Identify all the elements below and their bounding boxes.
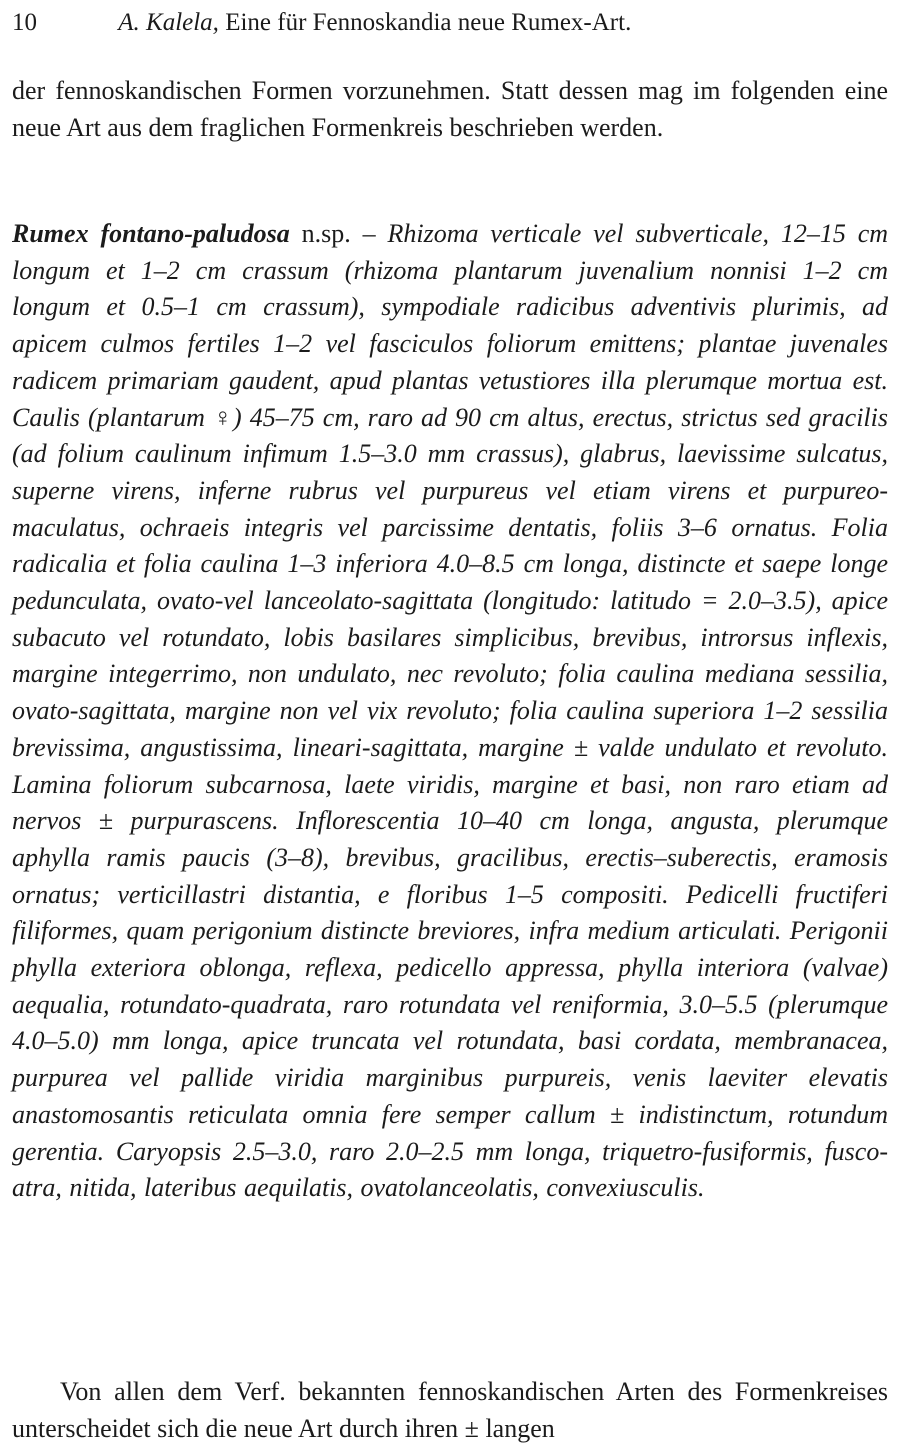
- continuation-paragraph: Von allen dem Verf. bekannten fennoskandischen Arten des Formenkreises unterscheidet sich die neue Art durch ihren ± langen: [12, 1377, 888, 1443]
- intro-paragraph: der fennoskandischen Formen vorzunehmen. Statt dessen mag im folgenden eine neue Art aus dem fraglichen Formenkreis beschrieben werden.: [12, 76, 888, 142]
- new-species-designation: n.sp. –: [301, 219, 376, 248]
- description-text: Rhizoma verticale vel subverticale, 12–15 cm longum et 1–2 cm crassum (rhizoma plantarum juvenalium nonnisi 1–2 cm longum et 0.5–1 cm crassum), sympodiale radicibus adventivis plurimis, ad apicem culmos fertiles 1–2 vel fasciculos foliorum emittens; plantae juvenales radicem primariam gaudent, apud plantas vetustiores illa plerumque mortua est. Caulis (plantarum ♀) 45–75 cm, raro ad 90 cm altus, erectus, strictus sed gracilis (ad folium caulinum infimum 1.5–3.0 mm crassus), glabrus, laevissime sulcatus, superne virens, inferne rubrus vel purpureus vel etiam virens et purpureo-maculatus, ochraeis integris vel parcissime dentatis, foliis 3–6 ornatus. Folia radicalia et folia caulina 1–3 inferiora 4.0–8.5 cm longa, distincte et saepe longe pedunculata, ovato-vel lanceolato-sagittata (longitudo: latitudo = 2.0–3.5), apice subacuto vel rotundato, lobis basilares simplicibus, brevibus, introrsus inflexis, margine integerrimo, non undulato, nec revoluto; folia caulina mediana sessilia, ovato-sagittata, margine non vel vix revoluto; folia caulina superiora 1–2 sessilia brevissima, angustissima, lineari-sagittata, margine ± valde undulato et revoluto. Lamina foliorum subcarnosa, laete viridis, margine et basi, non raro etiam ad nervos ± purpurascens. Inflorescentia 10–40 cm longa, angusta, plerumque aphylla ramis paucis (3–8), brevibus, gracilibus, erectis–suberectis, eramosis ornatus; verticillastri distantia, e floribus 1–5 compositi. Pedicelli fructiferi filiformes, quam perigonium distincte breviores, infra medium articulati. Perigonii phylla exteriora oblonga, reflexa, pedicello appressa, phylla interiora (valvae) aequalia, rotundato-quadrata, raro rotundata vel reniformia, 3.0–5.5 (plerumque 4.0–5.0) mm longa, apice truncata vel rotundata, basi cordata, membranacea, purpurea vel pallide viridia marginibus purpureis, venis laeviter elevatis anastomosantis reticulata omnia fere semper callum ± indistinctum, rotundum gerentia. Caryopsis 2.5–3.0, raro 2.0–2.5 mm longa, triquetro-fusiformis, fusco-atra, nitida, lateribus aequilatis, ovatolanceolatis, convexiusculis.: [12, 219, 889, 1203]
- header-title: Eine für Fennoskandia neue Rumex-Art.: [225, 9, 632, 36]
- running-header: [12, 6, 792, 40]
- page-number: 10: [12, 9, 37, 36]
- header-author: A. Kalela,: [118, 9, 219, 36]
- species-description: [12, 216, 888, 1207]
- species-name: Rumex fontano-paludosa: [12, 219, 290, 248]
